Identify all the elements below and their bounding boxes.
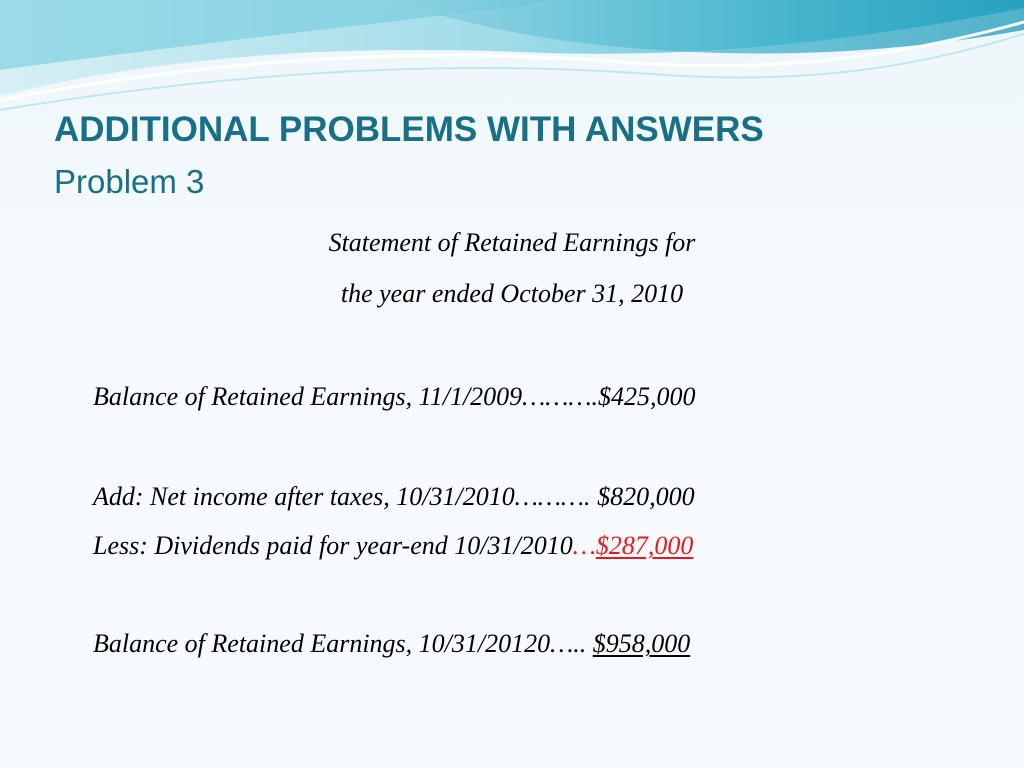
statement-row-net-income	[93, 481, 695, 513]
slide-title: ADDITIONAL PROBLEMS WITH ANSWERS	[54, 110, 764, 149]
row-amount: $425,000	[598, 382, 696, 411]
decorative-wave-header	[0, 0, 1024, 120]
statement-row-dividends	[93, 530, 693, 562]
row-label: Balance of Retained Earnings, 11/1/2009……….	[93, 382, 599, 411]
statement-row-ending-balance	[93, 628, 690, 660]
row-dots: …	[572, 531, 596, 560]
row-amount: $287,000	[595, 531, 694, 560]
row-amount: $820,000	[597, 482, 695, 511]
row-label: Add: Net income after taxes, 10/31/2010……….	[93, 482, 598, 511]
statement-heading-line2: the year ended October 31, 2010	[340, 279, 684, 308]
statement-heading-line1: Statement of Retained Earnings for	[328, 228, 696, 257]
row-amount: $958,000	[592, 629, 691, 658]
statement-row-beginning-balance	[93, 381, 696, 413]
row-label: Balance of Retained Earnings, 10/31/20120…..	[93, 629, 593, 658]
slide-subtitle: Problem 3	[54, 163, 205, 200]
row-label: Less: Dividends paid for year-end 10/31/2010	[93, 531, 573, 560]
